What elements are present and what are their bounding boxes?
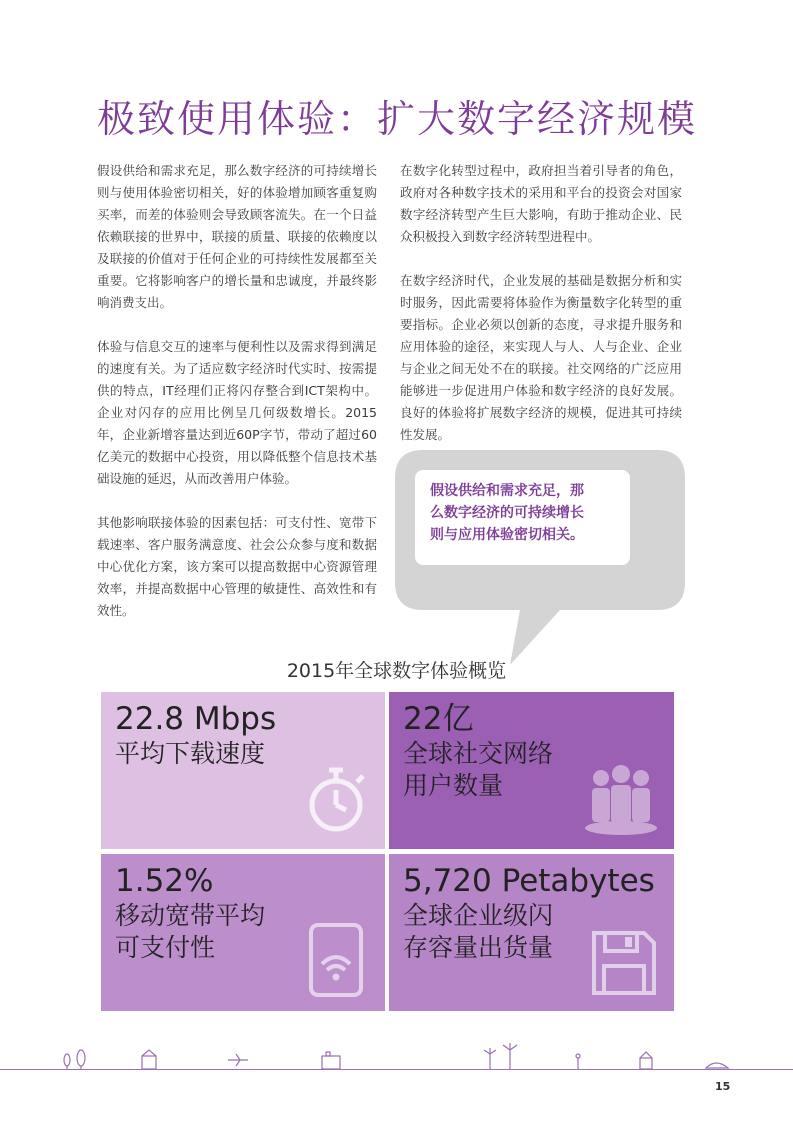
stat-tile-broadband-affordability bbox=[101, 854, 385, 1011]
left-column bbox=[97, 160, 377, 644]
footer-skyline-icon bbox=[0, 1040, 793, 1072]
right-paragraph-2: 在数字经济时代，企业发展的基础是数据分析和实时服务，因此需要将体验作为衡量数字化转型的重要指标。企业必须以创新的态度，寻求提升服务和应用体验的途径，来实现人与人、人与企业、企业与企业之间无处不在的联接。社交网络的广泛应用能够进一步促进用户体验和数字经济的良好发展。良好的体验将扩展数字经济的规模，促进其可持续性发展。 bbox=[400, 273, 682, 442]
callout-line: 则与应用体验密切相关。 bbox=[430, 527, 584, 543]
right-column bbox=[400, 160, 682, 468]
left-paragraph-2: 体验与信息交互的速率与便利性以及需求得到满足的速度有关。为了适应数字经济时代实时、按需提供的特点，IT经理们正将闪存整合到ICT架构中。企业对闪存的应用比例呈几何级数增长。2015年，企业新增容量达到近60P字节，带动了超过60亿美元的数据中心投资，用以降低整个信息技术基础设施的延迟，从而改善用户体验。 bbox=[97, 339, 377, 486]
stat-tile-social-users bbox=[389, 692, 674, 849]
stat-label: 可支付性 bbox=[115, 933, 216, 962]
stat-value: 1.52% bbox=[115, 863, 214, 899]
stat-value: 5,720 Petabytes bbox=[403, 863, 655, 899]
people-icon bbox=[581, 764, 661, 839]
stat-label: 全球企业级闪 bbox=[403, 901, 554, 930]
callout-line: 么数字经济的可持续增长 bbox=[430, 505, 584, 521]
left-paragraph-1: 假设供给和需求充足，那么数字经济的可持续增长则与使用体验密切相关，好的体验增加顾客重复购买率，而差的体验则会导致顾客流失。在一个日益依赖联接的世界中，联接的质量、联接的依赖度以及联接的价值对于任何企业的可持续性发展都至关重要。它将影响客户的增长量和忠诚度，并最终影响消费支出。 bbox=[97, 163, 377, 310]
stat-label: 移动宽带平均 bbox=[115, 901, 266, 930]
callout-quote bbox=[430, 480, 620, 546]
stat-label: 用户数量 bbox=[403, 771, 504, 800]
stat-value: 22亿 bbox=[403, 701, 474, 737]
floppy-disk-icon bbox=[589, 928, 659, 998]
infographic-title: 2015年全球数字体验概览 bbox=[286, 660, 507, 682]
footer-divider bbox=[0, 1069, 793, 1070]
page-number: 15 bbox=[715, 1080, 731, 1093]
stat-tile-download-speed bbox=[101, 692, 385, 849]
mobile-wifi-icon bbox=[306, 920, 366, 1000]
right-paragraph-1: 在数字化转型过程中，政府担当着引导者的角色，政府对各种数字技术的采用和平台的投资会对国家数字经济转型产生巨大影响，有助于推动企业、民众积极投入到数字经济转型进程中。 bbox=[400, 163, 682, 244]
stat-tile-flash-shipments bbox=[389, 854, 674, 1011]
left-paragraph-3: 其他影响联接体验的因素包括：可支付性、宽带下载速率、客户服务满意度、社会公众参与度和数据中心优化方案，该方案可以提高数据中心资源管理效率，并提高数据中心管理的敏捷性、高效性和有效性。 bbox=[97, 515, 377, 618]
stat-label: 存容量出货量 bbox=[403, 933, 554, 962]
callout-line: 假设供给和需求充足，那 bbox=[430, 483, 584, 499]
stat-value: 22.8 Mbps bbox=[115, 701, 277, 737]
page-title: 极致使用体验：扩大数字经济规模 bbox=[97, 97, 698, 141]
stopwatch-icon bbox=[301, 760, 371, 840]
stat-label: 全球社交网络 bbox=[403, 739, 554, 768]
stat-label: 平均下载速度 bbox=[115, 739, 266, 768]
